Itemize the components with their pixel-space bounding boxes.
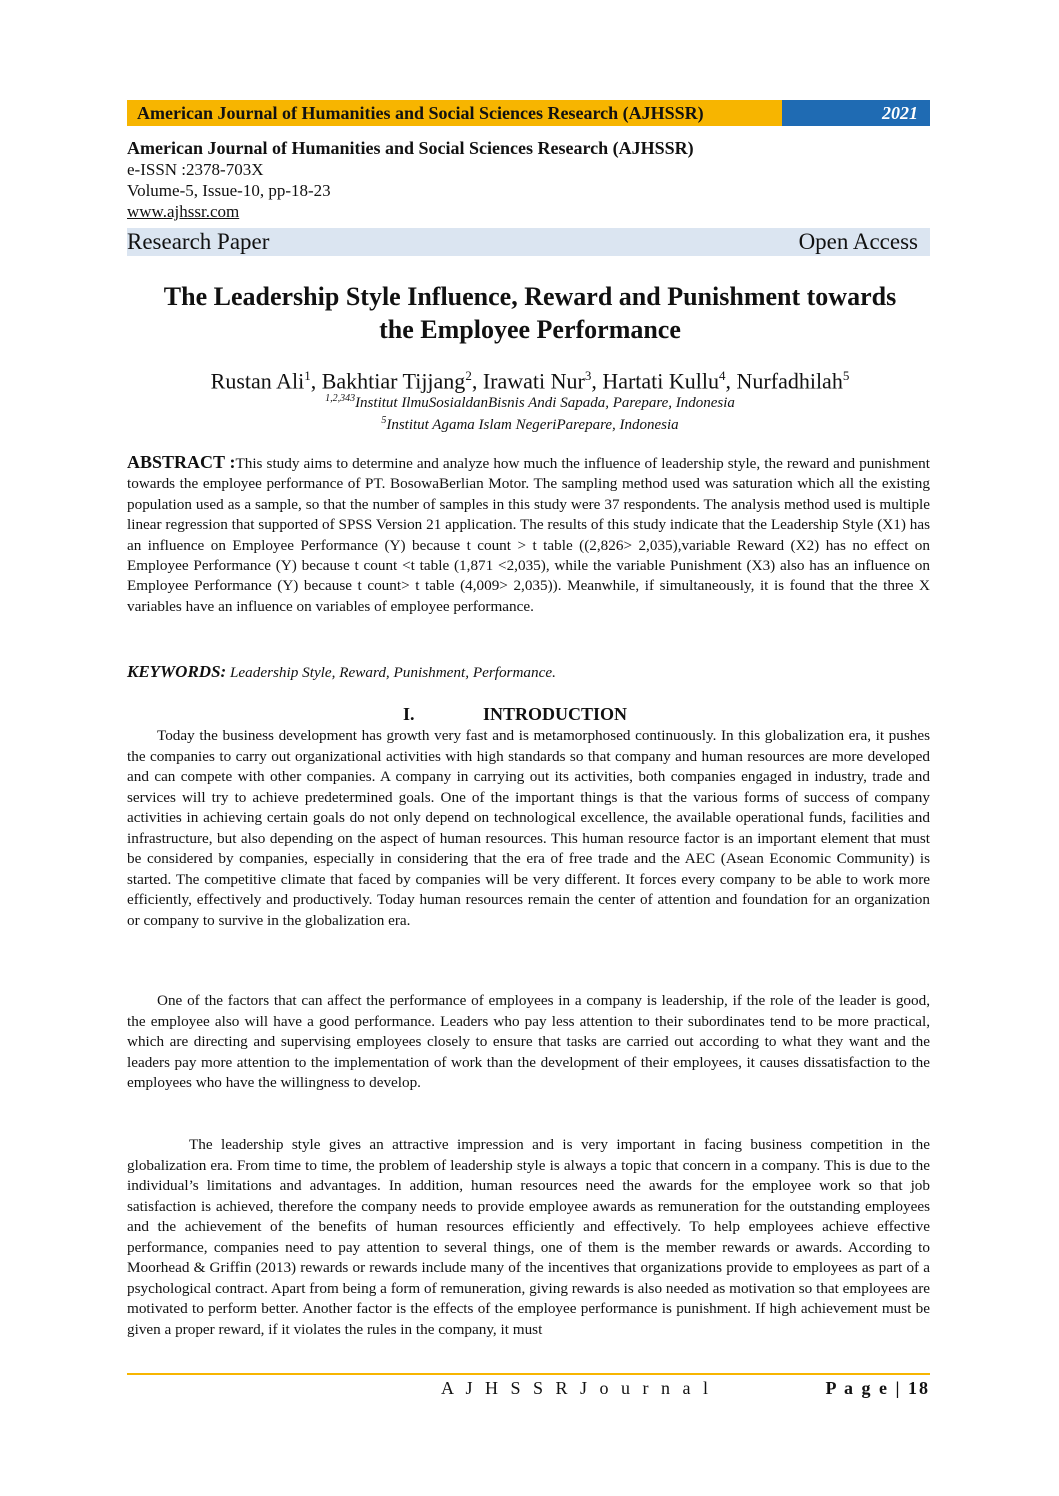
journal-issn: e-ISSN :2378-703X <box>127 160 264 179</box>
affiliation-sup: 5 <box>381 415 387 426</box>
author-sup: 2 <box>465 368 472 383</box>
author-list: Rustan Ali$^1$, Bakhtiar Tijjang$^2$, Irawati Nur$^3$, Hartati Kullu$^4$, Nurfadhilah$^5$ <box>210 368 850 394</box>
author: Hartati Kullu <box>602 368 720 394</box>
page-number: P a g e | 18 <box>825 1378 930 1398</box>
paragraph-3: The leadership style gives an attractive impression and is very important in facing business competition in the globalization era. From time to time, the problem of leadership style is always a topic that concern in a company. This is due to the individual’s limitations and advantages. In addition, human resources need the awards for the employee work so that job satisfaction is achieved, therefore the company needs to provide employee awards as remuneration for the outstanding employees and the achievement of the benefits of human resources efficiently and effectively. To help employees achieve effective performance, companies need to pay attention to several things, one of them is the member rewards or awards. According to Moorhead & Griffin (2013) rewards or rewards include many of the incentives that organizations provide to employees as part of a psychological contract. Apart from being a form of remuneration, giving rewards is also needed as motivation so that employees are motivated to perform better. Another factor is the effects of the employee performance is punishment. If high achievement must be given a proper reward, if it violates the rules in the company, it must <box>127 1136 930 1338</box>
journal-banner <box>127 100 930 126</box>
author: Irawati Nur <box>482 368 585 394</box>
abstract-label: ABSTRACT : <box>127 452 236 472</box>
journal-volume: Volume-5, Issue-10, pp-18-23 <box>127 181 331 200</box>
paragraph-2: One of the factors that can affect the performance of employees in a company is leadership, if the role of the leader is good, the employee also will have a good performance. Leaders who pay less attention to their subordinates tend to be more practical, which are directing and supervising employees closely to ensure that tasks are carried out according to what they want and the leaders pay more attention to the implementation of work than the development of their employees, it causes dissatisfaction to the employees who have the willingness to develop. <box>127 992 930 1091</box>
affiliation-text: Institut Agama Islam NegeriParepare, Indonesia <box>386 417 679 433</box>
paper-type: Research Paper <box>127 229 270 254</box>
title-line-2: the Employee Performance <box>379 315 681 344</box>
section-number: I. <box>403 704 415 724</box>
section-title: INTRODUCTION <box>483 704 628 724</box>
author-sup: 4 <box>719 368 726 383</box>
access-type: Open Access <box>798 229 918 254</box>
journal-info <box>127 138 694 222</box>
title-line-1: The Leadership Style Influence, Reward and Punishment towards <box>163 282 897 311</box>
affiliation-sup: 1,2,343 <box>325 393 356 404</box>
abstract <box>127 452 930 617</box>
author: Bakhtiar Tijjang <box>321 368 466 394</box>
footer-journal: A J H S S R J o u r n a l <box>441 1378 713 1398</box>
keywords-label: KEYWORDS: <box>127 662 227 681</box>
author-sup: 3 <box>584 368 592 383</box>
affiliation-text: Institut IlmuSosialdanBisnis Andi Sapada, Parepare, Indonesia <box>355 395 735 411</box>
author: Rustan Ali <box>210 368 305 394</box>
journal-url-link[interactable]: www.ajhssr.com <box>127 202 240 221</box>
footer-divider <box>127 1373 930 1375</box>
keywords <box>127 662 930 682</box>
keywords-text: Leadership Style, Reward, Punishment, Performance. <box>226 664 556 681</box>
banner-journal-name: American Journal of Humanities and Social Sciences Research (AJHSSR) <box>127 100 782 126</box>
affiliation-2 <box>120 411 940 435</box>
paper-title <box>120 280 940 346</box>
abstract-text: This study aims to determine and analyze how much the influence of leadership style, the reward and punishment towards the employee performance of PT. BosowaBerlian Motor. The sampling method used was saturation which all the existing population used as a sample, so that the number of samples in this study were 37 respondents. The analysis method used is multiple linear regression that supported of SPSS Version 21 application. The results of this study indicate that the Leadership Style (X1) has an influence on Employee Performance (Y) because t count > t table ((2,826> 2,035),variable Reward (X2) has no effect on Employee Performance (Y) because t count <t table (1,871 <2,035), while the variable Punishment (X3) also has an influence on Employee Performance (Y) because t count> t table (4,009> 2,035)). Meanwhile, if simultaneously, it is found that the three X variables have an influence on variables of employee performance. <box>127 455 930 615</box>
paper-type-bar <box>127 228 930 256</box>
journal-title: American Journal of Humanities and Social Sciences Research (AJHSSR) <box>127 138 694 158</box>
paragraph-1: Today the business development has growth very fast and is metamorphosed continuously. In this globalization era, it pushes the companies to carry out organizational activities with high standards so that company and human resources are more developed and can compete with other companies. A company in carrying out its activities, both companies engaged in industry, trade and services will try to achieve predetermined goals. One of the important things is that the various forms of success of company activities in achieving certain goals do not only depend on technological excellence, the available operational funds, facilities and infrastructure, but also depending on the aspect of human resources. This human resource factor is an important element that must be considered by companies, especially in considering that the era of free trade and the AEC (Asean Economic Community) is started. The competitive climate that faced by companies will be very different. It forces every company to be able to work more efficiently, effectively and productively. Today human resources remain the center of attention and foundation for an organization or company to survive in the globalization era. <box>127 727 930 929</box>
page-footer <box>127 1378 930 1402</box>
author-sup: 5 <box>842 368 850 383</box>
affiliation-1 <box>120 389 940 413</box>
author-sup: 1 <box>304 368 311 383</box>
author: Nurfadhilah <box>736 368 843 394</box>
banner-year: 2021 <box>782 100 930 126</box>
